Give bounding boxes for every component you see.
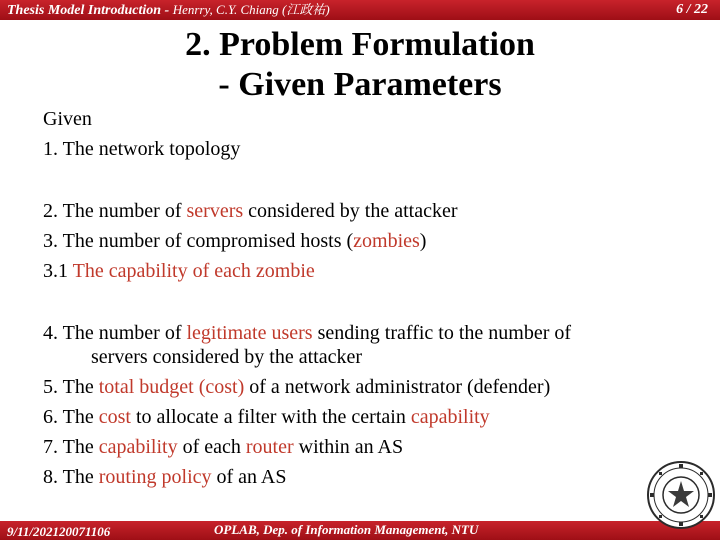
footer-organization: OPLAB, Dep. of Information Management, NTU (214, 522, 479, 537)
item-2 (43, 196, 693, 226)
item-7-text-a: 7. The (43, 436, 99, 458)
item-2-text-a: 2. The number of (43, 200, 187, 222)
slide-body (43, 104, 693, 492)
item-7-highlight-b: router (245, 436, 294, 458)
item-6-highlight-b: capability (410, 406, 490, 428)
item-7-highlight-a: capability (98, 436, 178, 458)
item-2-highlight: servers (186, 200, 244, 222)
item-2-text-b: considered by the attacker (243, 200, 458, 222)
title-line-1: 2. Problem Formulation (185, 26, 535, 63)
item-5-highlight: total budget (cost) (98, 376, 245, 398)
item-8-text-b: of an AS (211, 466, 287, 488)
footer-date: 9/11/202120071106 (7, 524, 111, 539)
item-4-continuation: servers considered by the attacker (91, 346, 362, 368)
item-7-text-c: within an AS (293, 436, 404, 458)
item-7-text-b: of each (177, 436, 246, 458)
footer-bar (0, 521, 720, 540)
given-label: Given (43, 108, 92, 130)
item-3-text-a: 3. The number of compromised hosts ( (43, 230, 354, 252)
item-3-1-text-a: 3.1 (43, 260, 73, 282)
item-5-text-b: of a network administrator (defender) (244, 376, 551, 398)
item-8 (43, 462, 693, 492)
header-bar (0, 0, 720, 20)
item-3-1-highlight: The capability of each zombie (72, 260, 315, 282)
item-3-highlight: zombies (353, 230, 420, 252)
title-line-2: - Given Parameters (218, 66, 502, 103)
item-3-text-b: ) (419, 230, 427, 252)
item-3 (43, 226, 693, 256)
item-4-highlight: legitimate users (186, 322, 313, 344)
author-name: Henrry, C.Y. Chiang (江政祐) (172, 2, 330, 17)
page-indicator: 6 / 22 (676, 2, 708, 17)
lecture-title (7, 1, 330, 20)
university-seal-icon (646, 460, 716, 530)
item-4-text-a: 4. The number of (43, 322, 187, 344)
item-6 (43, 402, 693, 432)
item-1: 1. The network topology (43, 138, 241, 160)
item-4-text-b: sending traffic to the number of (312, 322, 572, 344)
item-6-text-a: 6. The (43, 406, 99, 428)
slide-title (120, 25, 600, 105)
lecture-name: Thesis Model Introduction - (7, 3, 173, 18)
item-3-1 (43, 256, 693, 286)
item-7 (43, 432, 693, 462)
item-8-highlight: routing policy (98, 466, 212, 488)
item-5 (43, 372, 693, 402)
item-6-highlight-a: cost (98, 406, 131, 428)
item-5-text-a: 5. The (43, 376, 99, 398)
item-6-text-b: to allocate a filter with the certain (130, 406, 411, 428)
item-8-text-a: 8. The (43, 466, 99, 488)
